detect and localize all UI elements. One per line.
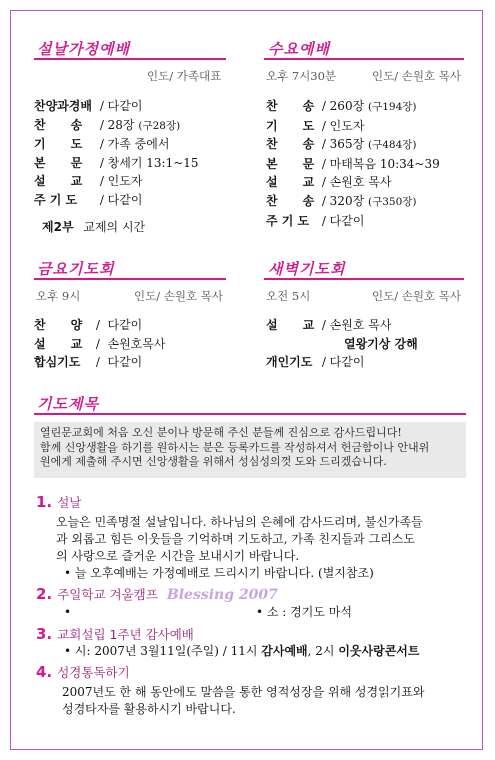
seollal-order-row (34, 97, 199, 116)
seollal-order-row (34, 191, 199, 210)
seollal-order-row (34, 172, 199, 191)
seollal-order-list (34, 97, 199, 210)
order-value: 마태복음 10:34~39 (329, 156, 440, 171)
announcement-2-bullet-left: • (64, 605, 72, 619)
dawn-underline (264, 278, 464, 280)
order-separator: / (318, 193, 330, 208)
order-label: 설 교 (34, 336, 83, 351)
order-label: 찬양과경배 (34, 99, 92, 113)
order-value: 열왕기상 강해 (344, 336, 418, 351)
neighbor-love-concert: 이웃사랑콘서트 (338, 644, 420, 658)
announcement-1-line: 의 사랑으로 즐거운 시간을 보내시기 바랍니다. (56, 549, 300, 563)
order-separator: / (92, 318, 108, 332)
announcement-4-heading (36, 662, 130, 681)
announcement-1-body (56, 514, 423, 582)
order-label: 찬 송 (266, 137, 315, 152)
order-separator: / (318, 118, 330, 133)
announcement-4-number: 4. (36, 663, 53, 681)
part2-label: 제2부 (42, 220, 74, 234)
seollal-leader: 인도/ 가족대표 (147, 69, 222, 83)
dawn-title: 새벽기도회 (268, 260, 346, 278)
order-value: 다같이 (329, 355, 365, 370)
order-label: 개인기도 (266, 355, 313, 370)
order-separator: / (318, 137, 330, 152)
order-value: 28장 (107, 117, 139, 132)
order-value: 260장 (329, 99, 368, 113)
dawn-order-list (266, 316, 418, 372)
announcement-1-number: 1. (36, 493, 53, 511)
order-value: 가족 중에서 (107, 137, 170, 152)
order-note: (구28장) (138, 119, 181, 132)
friday-order-row (34, 316, 165, 335)
order-label: 합심기도 (34, 355, 81, 370)
friday-underline (34, 278, 226, 280)
wednesday-title: 수요예배 (268, 40, 330, 58)
order-separator: / (318, 156, 330, 171)
announcement-3-heading (36, 624, 194, 643)
seollal-title: 설날가정예배 (37, 40, 130, 58)
blessing-2007-logo: Blessing 2007 (166, 587, 278, 603)
announcement-1-bullet: • 늘 오후예배는 가정예배로 드리시기 바랍니다. (별지참조) (64, 566, 374, 580)
announcement-3-number: 3. (36, 625, 53, 643)
wednesday-leader: 인도/ 손원호 목사 (372, 69, 461, 83)
announcement-3-mid: , 2시 (307, 644, 339, 658)
wednesday-order-list (266, 97, 440, 230)
order-value: 320장 (329, 193, 368, 208)
seollal-order-row (34, 154, 199, 173)
order-label: 찬 송 (266, 99, 315, 113)
announcement-1-line: 오늘은 민족명절 설날입니다. 하나님의 은혜에 감사드리며, 불신가족들 (56, 515, 423, 529)
order-separator: / (318, 99, 330, 113)
order-label: 기 도 (266, 118, 315, 133)
notice-line: 함께 신앙생활을 하기를 원하시는 분은 등록카드를 작성하셔서 헌금함이나 안내위 (40, 440, 430, 454)
order-value: 다같이 (107, 318, 143, 332)
order-label: 설 교 (266, 318, 315, 332)
wednesday-order-row (266, 192, 440, 212)
order-label: 찬 송 (34, 117, 83, 132)
thanksgiving-service: 감사예배 (261, 644, 308, 658)
wednesday-underline (264, 58, 464, 60)
order-label: 설 교 (34, 174, 83, 189)
order-separator: / (96, 155, 108, 170)
part2-value: 교제의 시간 (83, 220, 146, 234)
order-separator: / (318, 175, 330, 190)
seollal-part2 (42, 218, 145, 235)
friday-leader: 인도/ 손원호 목사 (134, 289, 223, 303)
order-label: 찬 양 (34, 318, 83, 332)
order-separator: / (318, 355, 330, 370)
order-label: 주 기 도 (266, 213, 310, 228)
announcement-1-line: 과 외롭고 힘든 이웃들을 기억하며 기도하고, 가족 친지들과 그리스도 (56, 532, 415, 546)
order-value: 365장 (329, 137, 368, 152)
order-value: 손원호목사 (107, 336, 166, 351)
order-note: (구350장) (367, 195, 417, 208)
announcement-2-heading (36, 584, 278, 603)
notice-line: 원에게 제출해 주시면 신앙생활을 위해서 성심성의껏 도와 드리겠습니다. (40, 455, 387, 468)
order-value: 창세기 13:1~15 (107, 155, 199, 170)
order-value: 다같이 (107, 192, 143, 207)
wednesday-order-row (266, 155, 440, 174)
order-separator: / (318, 213, 330, 228)
order-value: 손원호 목사 (329, 318, 392, 332)
order-note: (구484장) (367, 139, 417, 152)
dawn-order-row (266, 353, 418, 372)
order-value: 인도자 (329, 118, 365, 133)
announcement-4-line: 2007년도 한 해 동안에도 말씀을 통한 영적성장을 위해 성경읽기표와 (62, 685, 425, 699)
order-separator: / (96, 174, 108, 189)
seollal-order-row (34, 135, 199, 154)
friday-order-list (34, 316, 165, 372)
announcement-2-bullet-right: • 소 : 경기도 마석 (256, 605, 352, 619)
dawn-order-row (266, 316, 418, 335)
order-value: 다같이 (329, 213, 365, 228)
announcement-3-bullet (64, 643, 419, 660)
wednesday-order-row (266, 173, 440, 192)
order-label: 설 교 (266, 175, 315, 190)
announcement-3-date: • 시: 2007년 3월11일(주일) / 11시 (64, 644, 262, 658)
welcome-notice (34, 422, 466, 478)
friday-order-row (34, 335, 165, 354)
dawn-order-row (266, 335, 418, 354)
wednesday-order-row (266, 135, 440, 155)
order-separator: / (96, 99, 108, 113)
order-value: 손원호 목사 (329, 175, 392, 190)
friday-time: 오후 9시 (36, 289, 81, 303)
dawn-time: 오전 5시 (266, 289, 311, 303)
announcement-2-number: 2. (36, 585, 53, 603)
prayer-underline (34, 413, 466, 415)
friday-order-row (34, 353, 165, 372)
seollal-order-row (34, 116, 199, 136)
announcement-2-title: 주일학교 겨울캠프 (57, 587, 158, 602)
seollal-underline (34, 58, 226, 60)
order-label: 주 기 도 (34, 192, 78, 207)
friday-title: 금요기도회 (37, 260, 115, 278)
announcement-4-body (62, 684, 424, 718)
announcement-4-title: 성경통독하기 (57, 665, 130, 680)
notice-line: 열린문교회에 처음 오신 분이나 방문해 주신 분들께 진심으로 감사드립니다! (40, 426, 402, 439)
order-separator: / (92, 336, 108, 351)
order-separator: / (96, 192, 108, 207)
announcement-1-title: 설날 (57, 495, 82, 510)
wednesday-order-row (266, 117, 440, 136)
order-note: (구194장) (367, 101, 417, 113)
announcement-3-title: 교회설립 1주년 감사예배 (57, 627, 194, 642)
wednesday-order-row (266, 97, 440, 117)
dawn-leader: 인도/ 손원호 목사 (372, 289, 461, 303)
announcement-4-line: 성경타자를 활용하시기 바랍니다. (62, 702, 236, 716)
order-label: 본 문 (266, 156, 315, 171)
order-separator: / (92, 355, 108, 370)
order-separator: / (96, 137, 108, 152)
order-label: 찬 송 (266, 193, 315, 208)
order-separator: / (96, 117, 108, 132)
prayer-title: 기도제목 (37, 395, 99, 413)
order-value: 인도자 (107, 174, 143, 189)
order-separator: / (318, 318, 330, 332)
announcement-1-heading (36, 492, 81, 511)
order-label: 본 문 (34, 155, 83, 170)
order-value: 다같이 (107, 99, 143, 113)
order-label: 기 도 (34, 137, 83, 152)
wednesday-time: 오후 7시30분 (266, 69, 337, 83)
order-value: 다같이 (107, 355, 143, 370)
wednesday-order-row (266, 212, 440, 231)
